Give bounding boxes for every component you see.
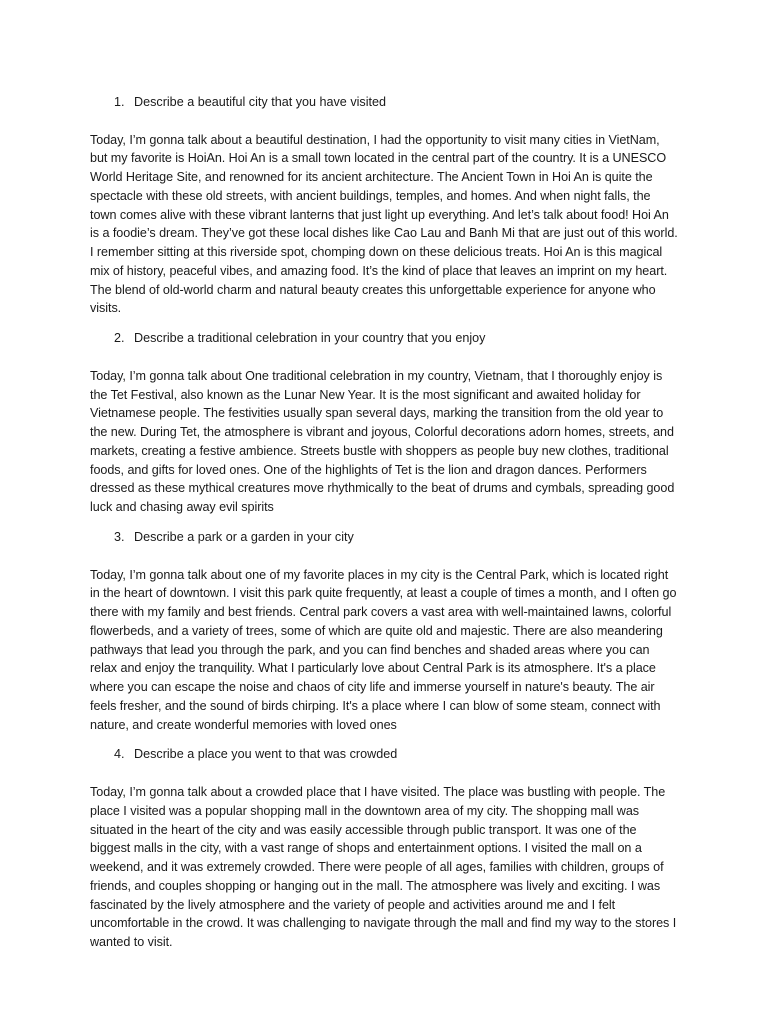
section-heading — [90, 93, 678, 112]
section-body: Today, I’m gonna talk about One traditional celebration in my country, Vietnam, that I thoroughly enjoy is the Tet Festival, also known as the Lunar New Year. It is the most significant and awaited holiday for Vietnamese people. The festivities usually span several days, marking the transition from the old year to the new. During Tet, the atmosphere is vibrant and joyous, Colorful decorations adorn homes, streets, and markets, creating a festive ambience. Streets bustle with shoppers as people buy new clothes, traditional foods, and gifts for loved ones. One of the highlights of Tet is the lion and dragon dances. Performers dressed as these mythical creatures move rhythmically to the beat of drums and cymbals, spreading good luck and chasing away evil spirits — [90, 368, 675, 515]
section-number: 3. — [114, 529, 125, 544]
section-title: Describe a beautiful city that you have visited — [134, 95, 387, 109]
section-title: Describe a park or a garden in your city — [134, 529, 354, 544]
section-number: 2. — [114, 331, 125, 346]
section-4 — [90, 745, 678, 951]
section-heading — [90, 329, 678, 348]
section-number: 4. — [114, 747, 125, 762]
section-body: Today, I’m gonna talk about a beautiful destination, I had the opportunity to visit many cities in VietNam, but my favorite is HoiAn. Hoi An is a small town located in the central part of the country. It is a UNESCO World Heritage Site, and renowned for its ancient architecture. The Ancient Town in Hoi An is quite the spectacle with these old streets, with ancient buildings, temples, and homes. And when night falls, the town comes alive with these vibrant lanterns that just light up everything. And let’s talk about food! Hoi An is a foodie’s dream. They’ve got these local dishes like Cao Lau and Banh Mi that are just out of this world. I remember sitting at this riverside spot, chomping down on these delicious treats. Hoi An is this magical mix of history, peaceful vibes, and amazing food. It’s the kind of place that leaves an imprint on my heart. The blend of old-world charm and natural beauty creates this unforgettable experience for anyone who visits. — [90, 132, 678, 316]
section-1 — [90, 93, 678, 318]
section-body: Today, I’m gonna talk about one of my favorite places in my city is the Central Park, which is located right in the heart of downtown. I visit this park quite frequently, at least a couple of times a month, and I often go there with my family and best friends. Central park covers a vast area with well-maintained lawns, colorful flowerbeds, and a variety of trees, some of which are quite old and majestic. There are also meandering pathways that lead you through the park, and you can find benches and shaded areas where you can relax and enjoy the tranquility. What I particularly love about Central Park is its atmosphere. It's a place where you can escape the noise and chaos of city life and immerse yourself in nature's beauty. The air feels fresher, and the sound of birds chirping. It's a place where I can blow of some steam, connect with nature, and create wonderful memories with loved ones — [90, 567, 677, 732]
section-2 — [90, 329, 678, 517]
section-body: Today, I’m gonna talk about a crowded place that I have visited. The place was bustling with people. The place I visited was a popular shopping mall in the downtown area of my city. The shopping mall was situated in the heart of the city and was easily accessible through public transport. It was one of the biggest malls in the city, with a vast range of shops and entertainment options. I visited the mall on a weekend, and it was extremely crowded. There were people of all ages, families with children, groups of friends, and couples shopping or hanging out in the mall. The atmosphere was lively and exciting. I was fascinated by the lively atmosphere and the variety of people and activities around me and I felt uncomfortable in the crowd. It was challenging to navigate through the mall and find my way to the stores I wanted to visit. — [90, 785, 677, 950]
section-heading — [90, 745, 678, 764]
section-3 — [90, 528, 678, 734]
section-number: 1. — [114, 95, 125, 109]
section-title: Describe a place you went to that was crowded — [134, 747, 398, 762]
section-heading — [90, 528, 678, 547]
section-title: Describe a traditional celebration in your country that you enjoy — [134, 331, 486, 346]
